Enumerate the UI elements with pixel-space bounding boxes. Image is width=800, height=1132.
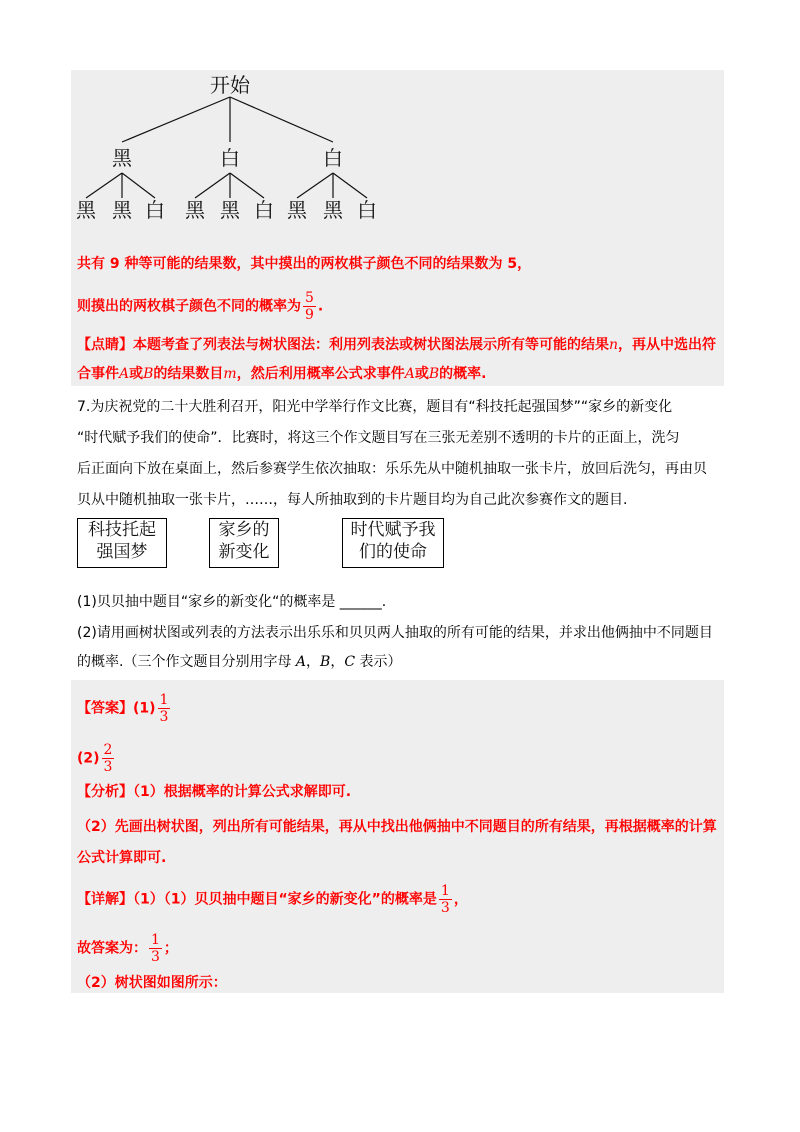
answer-line-2: (2) $\frac{2}{3}$: [77, 742, 113, 775]
dianjing-line-1: 【点睛】本题考查了列表法与树状图法：利用列表法或树状图法展示所有等可能的结果n，再从中选出符: [77, 337, 717, 353]
fraction: $\frac{5}{9}$: [305, 290, 314, 323]
tree-node: 白: [323, 146, 343, 170]
fraction: $\frac{2}{3}$: [103, 742, 113, 775]
tree-diagram: [71, 70, 401, 230]
tree-note-line: （2）树状图如图所示：: [77, 975, 227, 991]
tree-leaf: 黑: [220, 198, 240, 222]
tree-branch: [195, 173, 230, 198]
fraction: $\frac{1}{3}$: [151, 932, 160, 965]
tree-node: 黑: [112, 146, 132, 170]
tree-branch: [230, 97, 333, 142]
tree-leaf: 黑: [323, 198, 343, 222]
fraction: $\frac{1}{3}$: [159, 692, 169, 725]
tree-leaf: 黑: [185, 198, 205, 222]
subquestion-2: (2)请用画树状图或列表的方法表示出乐乐和贝贝两人抽取的所有可能的结果，并求出他俩抽中不同题目: [77, 625, 713, 641]
tree-leaf: 黑: [287, 198, 307, 222]
question-line: 贝从中随机抽取一张卡片，……，每人所抽取到的卡片题目均为自己此次参赛作文的题目.: [77, 492, 628, 508]
tree-leaf: 黑: [112, 198, 132, 222]
solution-count-line: 共有 9 种等可能的结果数，其中摸出的两枚棋子颜色不同的结果数为 5，: [77, 256, 532, 272]
solution-probability-line: 则摸出的两枚棋子颜色不同的概率为 $\frac{5}{9}$ .: [77, 290, 324, 323]
xiangjie-line: 【详解】（1）（1）贝贝抽中题目“家乡的新变化”的概率是 $\frac{1}{3}$ ，: [77, 883, 468, 916]
topic-card: 科技托起 强国梦: [77, 518, 167, 568]
topic-card: 时代赋予我 们的使命: [342, 518, 444, 568]
tree-leaf: 白: [145, 198, 165, 222]
tree-root: 开始: [210, 73, 250, 97]
tree-leaf: 白: [254, 198, 274, 222]
dianjing-line-2: 合事件A或B的结果数目m，然后利用概率公式求事件A或B的概率.: [77, 366, 487, 382]
tree-branch: [230, 173, 264, 198]
answer-line-1: 【答案】(1) $\frac{1}{3}$: [77, 692, 169, 725]
guda-line: 故答案为： $\frac{1}{3}$ ；: [77, 932, 178, 965]
question-line: 后正面向下放在桌面上，然后参赛学生依次抽取：乐乐先从中随机抽取一张卡片，放回后洗匀，再由贝: [77, 461, 707, 477]
tree-branch: [122, 173, 155, 198]
fenxi-line-2: （2）先画出树状图，列出所有可能结果，再从中找出他俩抽中不同题目的所有结果，再根据概率的计算: [77, 819, 717, 835]
fraction: $\frac{1}{3}$: [440, 883, 450, 916]
tree-leaf: 黑: [76, 198, 96, 222]
subquestion-2-cont: 的概率.（三个作文题目分别用字母 A，B，C 表示）: [77, 654, 402, 670]
fenxi-line: 【分析】（1）根据概率的计算公式求解即可.: [77, 784, 352, 800]
tree-leaf: 白: [357, 198, 377, 222]
tree-branch: [86, 173, 122, 198]
tree-branch: [122, 97, 230, 142]
question-line: “时代赋予我们的使命”．比赛时，将这三个作文题目写在三张无差别不透明的卡片的正面上，洗匀: [77, 430, 680, 446]
topic-card: 家乡的 新变化: [209, 518, 279, 568]
probability-text: 则摸出的两枚棋子颜色不同的概率为: [77, 298, 301, 315]
question-line: 7.为庆祝党的二十大胜利召开，阳光中学举行作文比赛，题目有“科技托起强国梦”“家乡的新变化: [77, 399, 673, 415]
subquestion-1: (1)贝贝抽中题目“家乡的新变化“的概率是 ______.: [77, 594, 387, 610]
tree-node: 白: [220, 146, 240, 170]
tree-branch: [297, 173, 333, 198]
tree-branch: [333, 173, 367, 198]
fenxi-line-3: 公式计算即可.: [77, 850, 167, 866]
